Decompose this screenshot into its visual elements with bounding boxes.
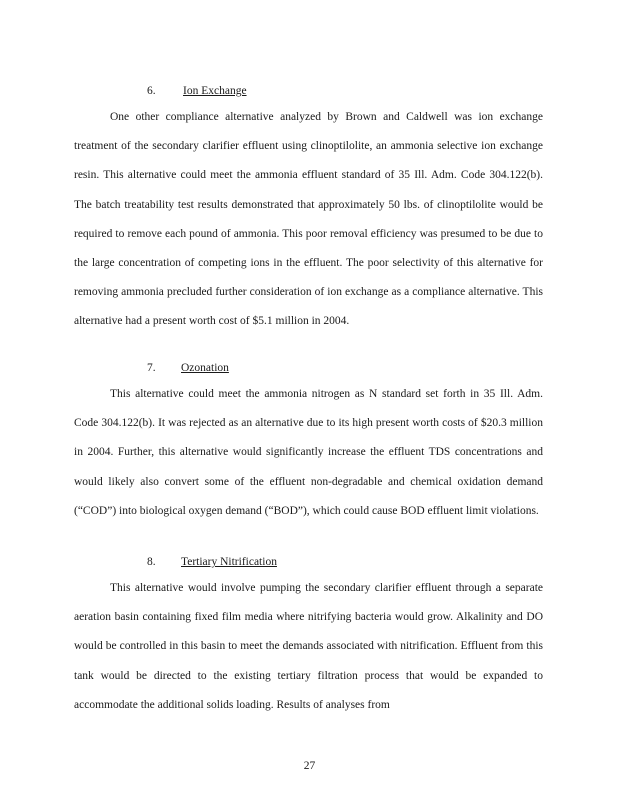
section-paragraph-tertiary-nitrification: This alternative would involve pumping the secondary clarifier effluent through a separate aeration basin containing fixed film media where nitrifying bacteria would grow. Alkalinity and DO would be controlled in this basin to meet the demands associated with nitrification. Effluent from this tank would be directed to the existing tertiary filtration process that would be expanded to accommodate the additional solids loading. Results of analyses from bbox=[74, 582, 543, 711]
section-title: Ion Exchange bbox=[183, 85, 247, 97]
section-number: 7. bbox=[147, 362, 156, 374]
page-number: 27 bbox=[303, 760, 316, 772]
section-number: 8. bbox=[147, 556, 156, 568]
section-number: 6. bbox=[147, 85, 156, 97]
section-title: Tertiary Nitrification bbox=[181, 556, 277, 568]
section-paragraph-ion-exchange: One other compliance alternative analyzed by Brown and Caldwell was ion exchange treatment of the secondary clarifier effluent using clinoptilolite, an ammonia selective ion exchange resin. This alternative could meet the ammonia effluent standard of 35 Ill. Adm. Code 304.122(b). The batch treatability test results demonstrated that approximately 50 lbs. of clinoptilolite would be required to remove each pound of ammonia. This poor removal efficiency was presumed to be due to the large concentration of competing ions in the effluent. The poor selectivity of this alternative for removing ammonia precluded further consideration of ion exchange as a compliance alternative. This alternative had a present worth cost of $5.1 million in 2004. bbox=[74, 111, 543, 328]
section-title: Ozonation bbox=[181, 362, 229, 374]
section-paragraph-ozonation: This alternative could meet the ammonia nitrogen as N standard set forth in 35 Ill. Adm. Code 304.122(b). It was rejected as an alternative due to its high present worth costs of $20.3 million in 2004. Further, this alternative would significantly increase the effluent TDS concentrations and would likely also convert some of the effluent non-degradable and chemical oxidation demand (“COD”) into biological oxygen demand (“BOD”), which could cause BOD effluent limit violations. bbox=[74, 388, 543, 517]
